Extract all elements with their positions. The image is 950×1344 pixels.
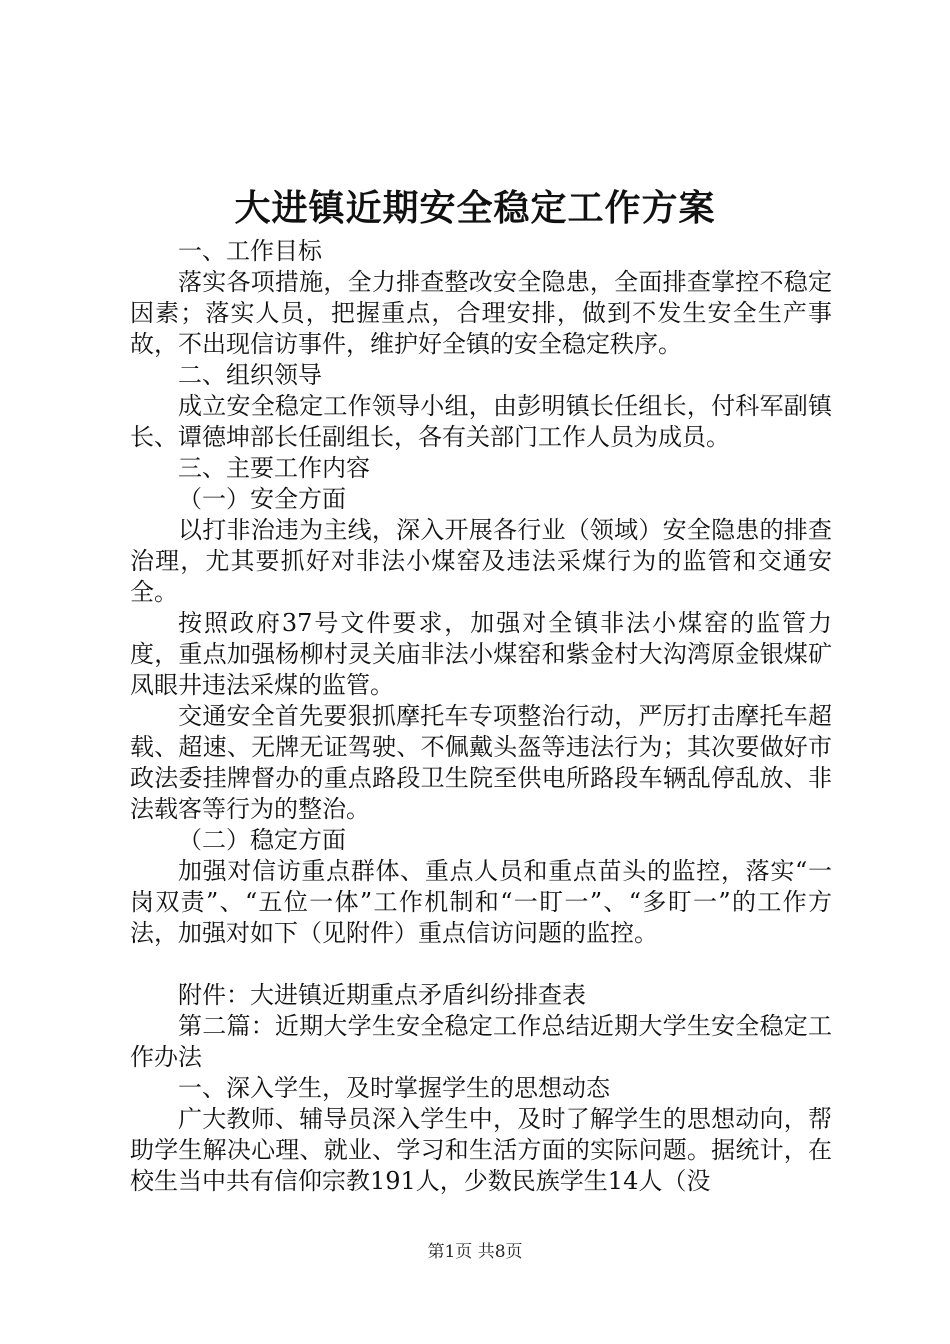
attachment-line: 附件：大进镇近期重点矛盾纠纷排查表 — [178, 981, 586, 1009]
heading-leadership: 二、组织领导 — [178, 361, 322, 389]
second-article-title: 第二篇：近期大学生安全稳定工作总结近期大学生安全稳定工作办法 — [130, 1012, 832, 1071]
heading-main-work: 三、主要工作内容 — [178, 454, 370, 482]
document-body — [130, 236, 832, 1197]
paragraph-safety-3: 交通安全首先要狠抓摩托车专项整治行动，严厉打击摩托车超载、超速、无牌无证驾驶、不佩戴头盔等违法行为；其次要做好市政法委挂牌督办的重点路段卫生院至供电所路段车辆乱停乱放、非法载客等行为的整治。 — [130, 702, 832, 823]
paragraph-safety-2: 按照政府37号文件要求，加强对全镇非法小煤窑的监管力度，重点加强杨柳村灵关庙非法小煤窑和紫金村大沟湾原金银煤矿凤眼井违法采煤的监管。 — [130, 609, 832, 699]
paragraph-leadership: 成立安全稳定工作领导小组，由彭明镇长任组长，付科军副镇长、谭德坤部长任副组长，各有关部门工作人员为成员。 — [130, 392, 832, 451]
paragraph-students: 广大教师、辅导员深入学生中，及时了解学生的思想动向，帮助学生解决心理、就业、学习和生活方面的实际问题。据统计，在校生当中共有信仰宗教191人，少数民族学生14人（没 — [130, 1105, 832, 1195]
heading-students: 一、深入学生，及时掌握学生的思想动态 — [178, 1074, 610, 1102]
page-footer: 第1页 共8页 — [427, 1242, 523, 1262]
paragraph-stability: 加强对信访重点群体、重点人员和重点苗头的监控，落实“一岗双责”、“五位一体”工作机制和“一盯一”、“多盯一”的工作方法，加强对如下（见附件）重点信访问题的监控。 — [130, 857, 832, 947]
subheading-stability: （二）稳定方面 — [178, 826, 346, 854]
document-title: 大进镇近期安全稳定工作方案 — [234, 187, 716, 229]
paragraph-work-goal: 落实各项措施，全力排查整改安全隐患，全面排查掌控不稳定因素；落实人员，把握重点，合理安排，做到不发生安全生产事故，不出现信访事件，维护好全镇的安全稳定秩序。 — [130, 268, 832, 358]
paragraph-safety-1: 以打非治违为主线，深入开展各行业（领域）安全隐患的排查治理，尤其要抓好对非法小煤窑及违法采煤行为的监管和交通安全。 — [130, 516, 832, 606]
heading-work-goal: 一、工作目标 — [178, 237, 322, 265]
subheading-safety: （一）安全方面 — [178, 485, 346, 513]
